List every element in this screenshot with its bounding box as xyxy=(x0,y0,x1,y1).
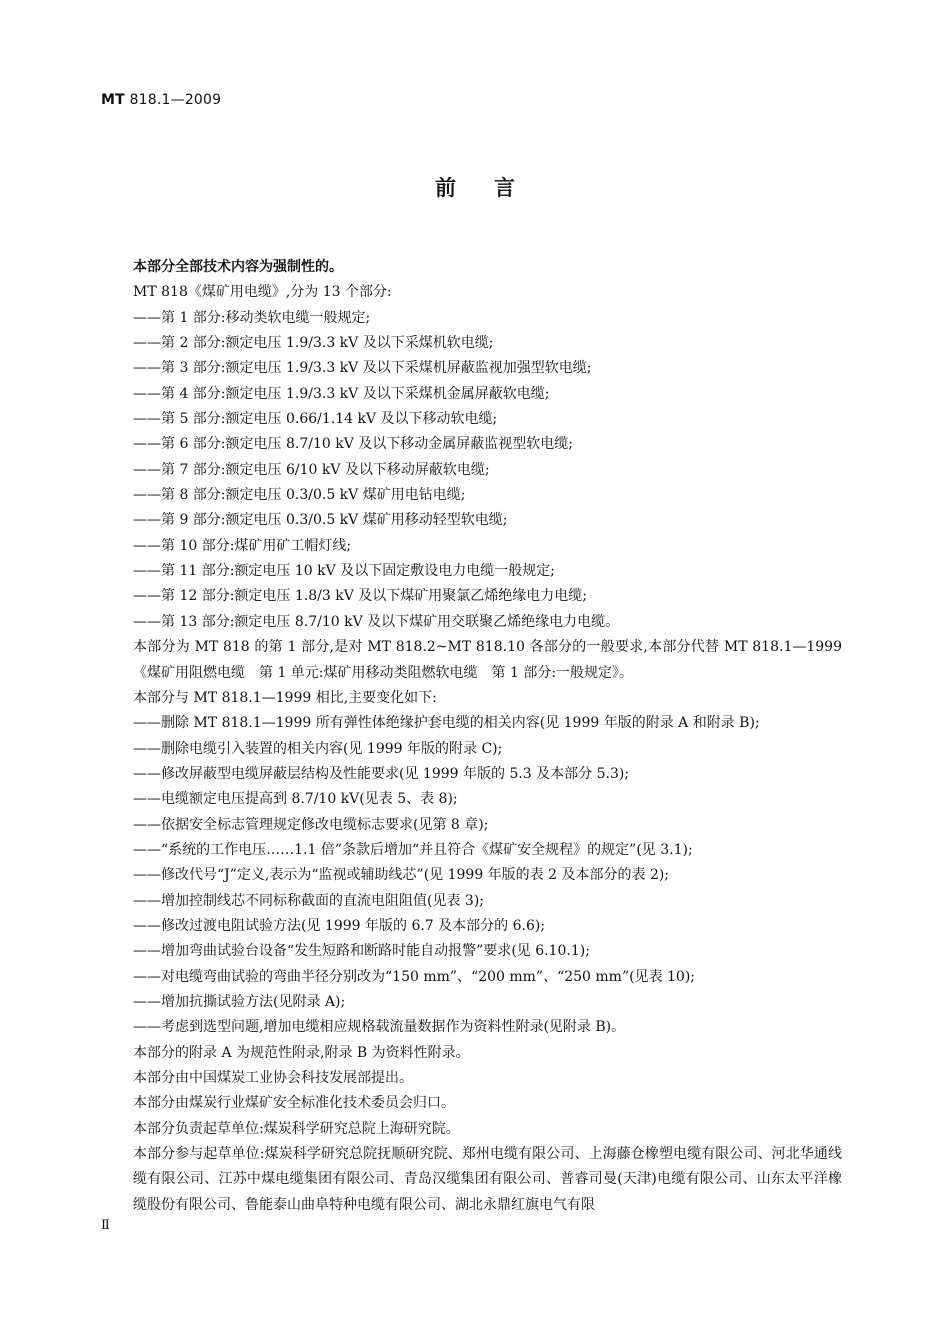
change-item: ——“系统的工作电压……1.1 倍”条款后增加“并且符合《煤矿安全规程》的规定”(见 3.1); xyxy=(133,841,693,858)
standard-code: MT 818.1—2009 xyxy=(101,92,222,108)
list-item: ——第 11 部分:额定电压 10 kV 及以下固定敷设电力电缆一般规定; xyxy=(133,563,555,580)
list-item: ——第 4 部分:额定电压 1.9/3.3 kV 及以下采煤机金属屏蔽软电缆; xyxy=(133,385,550,402)
page-title: 前言 xyxy=(435,176,553,200)
change-item: ——修改代号“J”定义,表示为“监视或辅助线芯”(见 1999 年版的表 2 及本部分的表 2); xyxy=(133,867,670,884)
parts-intro: MT 818《煤矿用电缆》,分为 13 个部分: xyxy=(133,284,392,301)
change-item: ——增加弯曲试验台设备“发生短路和断路时能自动报警”要求(见 6.10.1); xyxy=(133,943,590,960)
list-item: ——第 6 部分:额定电压 8.7/10 kV 及以下移动金属屏蔽监视型软电缆; xyxy=(133,436,573,453)
change-item: ——删除电缆引入装置的相关内容(见 1999 年版的附录 C); xyxy=(133,740,503,757)
page-number: Ⅱ xyxy=(101,1218,110,1233)
change-item: ——增加抗撕试验方法(见附录 A); xyxy=(133,993,346,1010)
participants-paragraph: 本部分参与起草单位:煤炭科学研究总院抚顺研究院、郑州电缆有限公司、上海藤仓橡塑电缆有限公司、河北华通线缆有限公司、江苏中煤电缆集团有限公司、青岛汉缆集团有限公司、普睿司曼(天津)电缆有限公司、山东太平洋橡缆股份有限公司、鲁能泰山曲阜特种电缆有限公司、湖北永鼎红旗电气有限 xyxy=(133,1146,842,1213)
change-item: ——考虑到选型问题,增加电缆相应规格载流量数据作为资料性附录(见附录 B)。 xyxy=(133,1019,626,1036)
list-item: ——第 2 部分:额定电压 1.9/3.3 kV 及以下采煤机软电缆; xyxy=(133,335,494,352)
list-item: ——第 3 部分:额定电压 1.9/3.3 kV 及以下采煤机屏蔽监视加强型软电缆; xyxy=(133,360,592,377)
change-item: ——电缆额定电压提高到 8.7/10 kV(见表 5、表 8); xyxy=(133,791,458,808)
list-item: ——第 10 部分:煤矿用矿工帽灯线; xyxy=(133,537,352,554)
committee-statement: 本部分由煤炭行业煤矿安全标准化技术委员会归口。 xyxy=(133,1095,455,1112)
list-item: ——第 1 部分:移动类软电缆一般规定; xyxy=(133,309,371,326)
change-item: ——删除 MT 818.1—1999 所有弹性体绝缘护套电缆的相关内容(见 1999 年版的附录 A 和附录 B); xyxy=(133,715,760,732)
proposer-statement: 本部分由中国煤炭工业协会科技发展部提出。 xyxy=(133,1070,413,1086)
list-item: ——第 12 部分:额定电压 1.8/3 kV 及以下煤矿用聚氯乙烯绝缘电力电缆; xyxy=(133,588,587,605)
change-item: ——依据安全标志管理规定修改电缆标志要求(见第 8 章); xyxy=(133,816,489,833)
annex-statement: 本部分的附录 A 为规范性附录,附录 B 为资料性附录。 xyxy=(133,1044,470,1061)
drafter-statement: 本部分负责起草单位:煤炭科学研究总院上海研究院。 xyxy=(133,1120,460,1137)
change-item: ——修改屏蔽型电缆屏蔽层结构及性能要求(见 1999 年版的 5.3 及本部分 5.3); xyxy=(133,765,630,782)
list-item: ——第 5 部分:额定电压 0.66/1.14 kV 及以下移动软电缆; xyxy=(133,411,498,428)
document-body xyxy=(101,255,842,1218)
list-item: ——第 8 部分:额定电压 0.3/0.5 kV 煤矿用电钻电缆; xyxy=(133,487,466,504)
mandatory-statement: 本部分全部技术内容为强制性的。 xyxy=(133,259,343,275)
change-item: ——修改过渡电阻试验方法(见 1999 年版的 6.7 及本部分的 6.6); xyxy=(133,917,546,934)
list-item: ——第 9 部分:额定电压 0.3/0.5 kV 煤矿用移动轻型软电缆; xyxy=(133,512,508,529)
list-item: ——第 7 部分:额定电压 6/10 kV 及以下移动屏蔽软电缆; xyxy=(133,461,490,478)
replacement-paragraph: 本部分为 MT 818 的第 1 部分,是对 MT 818.2~MT 818.10 各部分的一般要求,本部分代替 MT 818.1—1999《煤矿用阻燃电缆 第 1 单元:煤矿用移动类阻燃软电缆 第 1 部分:一般规定》。 xyxy=(133,639,842,681)
changes-intro: 本部分与 MT 818.1—1999 相比,主要变化如下: xyxy=(133,689,437,706)
list-item: ——第 13 部分:额定电压 8.7/10 kV 及以下煤矿用交联聚乙烯绝缘电力电缆。 xyxy=(133,613,620,630)
change-item: ——对电缆弯曲试验的弯曲半径分别改为“150 mm”、“200 mm”、“250 mm”(见表 10); xyxy=(133,968,696,985)
change-item: ——增加控制线芯不同标称截面的直流电阻阻值(见表 3); xyxy=(133,892,484,909)
